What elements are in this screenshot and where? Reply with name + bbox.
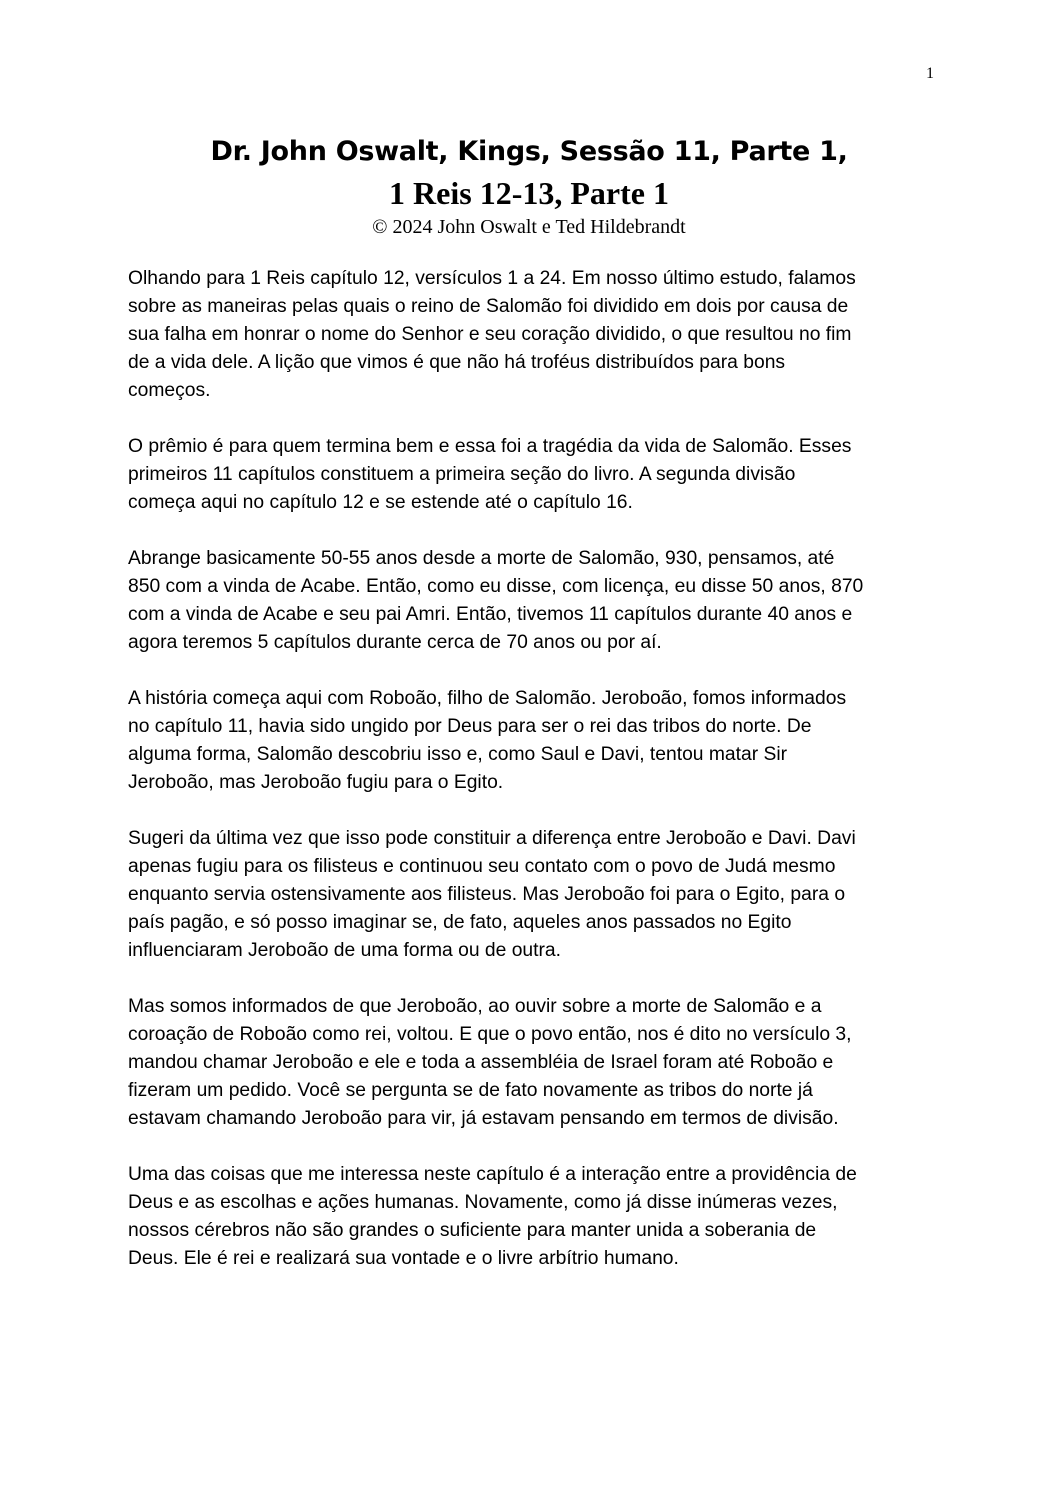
paragraph-4: [128, 685, 928, 797]
paragraph-line: de a vida dele. A lição que vimos é que não há troféus distribuídos para bons: [128, 352, 786, 373]
paragraph-line: Uma das coisas que me interessa neste capítulo é a interação entre a providência de: [128, 1164, 857, 1185]
paragraph-line: primeiros 11 capítulos constituem a primeira seção do livro. A segunda divisão: [128, 464, 796, 485]
paragraph-line: nossos cérebros não são grandes o suficiente para manter unida a soberania de: [128, 1220, 817, 1241]
paragraph-line: mandou chamar Jeroboão e ele e toda a assembléia de Israel foram até Roboão e: [128, 1052, 834, 1073]
paragraph-line: país pagão, e só posso imaginar se, de fato, aqueles anos passados no Egito: [128, 912, 792, 933]
paragraph-line: sua falha em honrar o nome do Senhor e seu coração dividido, o que resultou no fim: [128, 324, 852, 345]
copyright-notice: © 2024 John Oswalt e Ted Hildebrandt: [372, 216, 686, 238]
paragraph-line: influenciaram Jeroboão de uma forma ou de outra.: [128, 940, 562, 961]
document-title-line-2: 1 Reis 12-13, Parte 1: [389, 175, 669, 211]
paragraph-line: começos.: [128, 380, 211, 401]
paragraph-6: [128, 993, 928, 1133]
paragraph-line: O prêmio é para quem termina bem e essa foi a tragédia da vida de Salomão. Esses: [128, 436, 852, 457]
paragraph-line: A história começa aqui com Roboão, filho de Salomão. Jeroboão, fomos informados: [128, 688, 847, 709]
paragraph-line: apenas fugiu para os filisteus e continuou seu contato com o povo de Judá mesmo: [128, 856, 836, 877]
paragraph-line: Jeroboão, mas Jeroboão fugiu para o Egito.: [128, 772, 504, 793]
paragraph-2: [128, 433, 928, 517]
paragraph-5: [128, 825, 928, 965]
paragraph-line: Abrange basicamente 50-55 anos desde a morte de Salomão, 930, pensamos, até: [128, 548, 835, 569]
paragraph-line: começa aqui no capítulo 12 e se estende até o capítulo 16.: [128, 492, 633, 513]
page-number: 1: [926, 65, 934, 82]
paragraph-7: [128, 1161, 928, 1273]
document-title-line-1: Dr. John Oswalt, Kings, Sessão 11, Parte 1,: [210, 136, 848, 167]
paragraph-3: [128, 545, 928, 657]
paragraph-line: com a vinda de Acabe e seu pai Amri. Então, tivemos 11 capítulos durante 40 anos e: [128, 604, 853, 625]
paragraph-line: Deus. Ele é rei e realizará sua vontade e o livre arbítrio humano.: [128, 1248, 679, 1269]
paragraph-line: alguma forma, Salomão descobriu isso e, como Saul e Davi, tentou matar Sir: [128, 744, 788, 765]
paragraph-line: agora teremos 5 capítulos durante cerca de 70 anos ou por aí.: [128, 632, 662, 653]
document-body: [128, 265, 928, 1301]
paragraph-line: no capítulo 11, havia sido ungido por Deus para ser o rei das tribos do norte. De: [128, 716, 812, 737]
paragraph-line: Olhando para 1 Reis capítulo 12, versículos 1 a 24. Em nosso último estudo, falamos: [128, 268, 856, 289]
paragraph-line: estavam chamando Jeroboão para vir, já estavam pensando em termos de divisão.: [128, 1108, 839, 1129]
paragraph-line: coroação de Roboão como rei, voltou. E que o povo então, nos é dito no versículo 3,: [128, 1024, 852, 1045]
paragraph-line: Sugeri da última vez que isso pode constituir a diferença entre Jeroboão e Davi. Davi: [128, 828, 856, 849]
paragraph-line: Deus e as escolhas e ações humanas. Novamente, como já disse inúmeras vezes,: [128, 1192, 838, 1213]
paragraph-1: [128, 265, 928, 405]
paragraph-line: fizeram um pedido. Você se pergunta se de fato novamente as tribos do norte já: [128, 1080, 813, 1101]
paragraph-line: 850 com a vinda de Acabe. Então, como eu disse, com licença, eu disse 50 anos, 870: [128, 576, 864, 597]
paragraph-line: sobre as maneiras pelas quais o reino de Salomão foi dividido em dois por causa de: [128, 296, 849, 317]
paragraph-line: enquanto servia ostensivamente aos filisteus. Mas Jeroboão foi para o Egito, para o: [128, 884, 846, 905]
paragraph-line: Mas somos informados de que Jeroboão, ao ouvir sobre a morte de Salomão e a: [128, 996, 822, 1017]
